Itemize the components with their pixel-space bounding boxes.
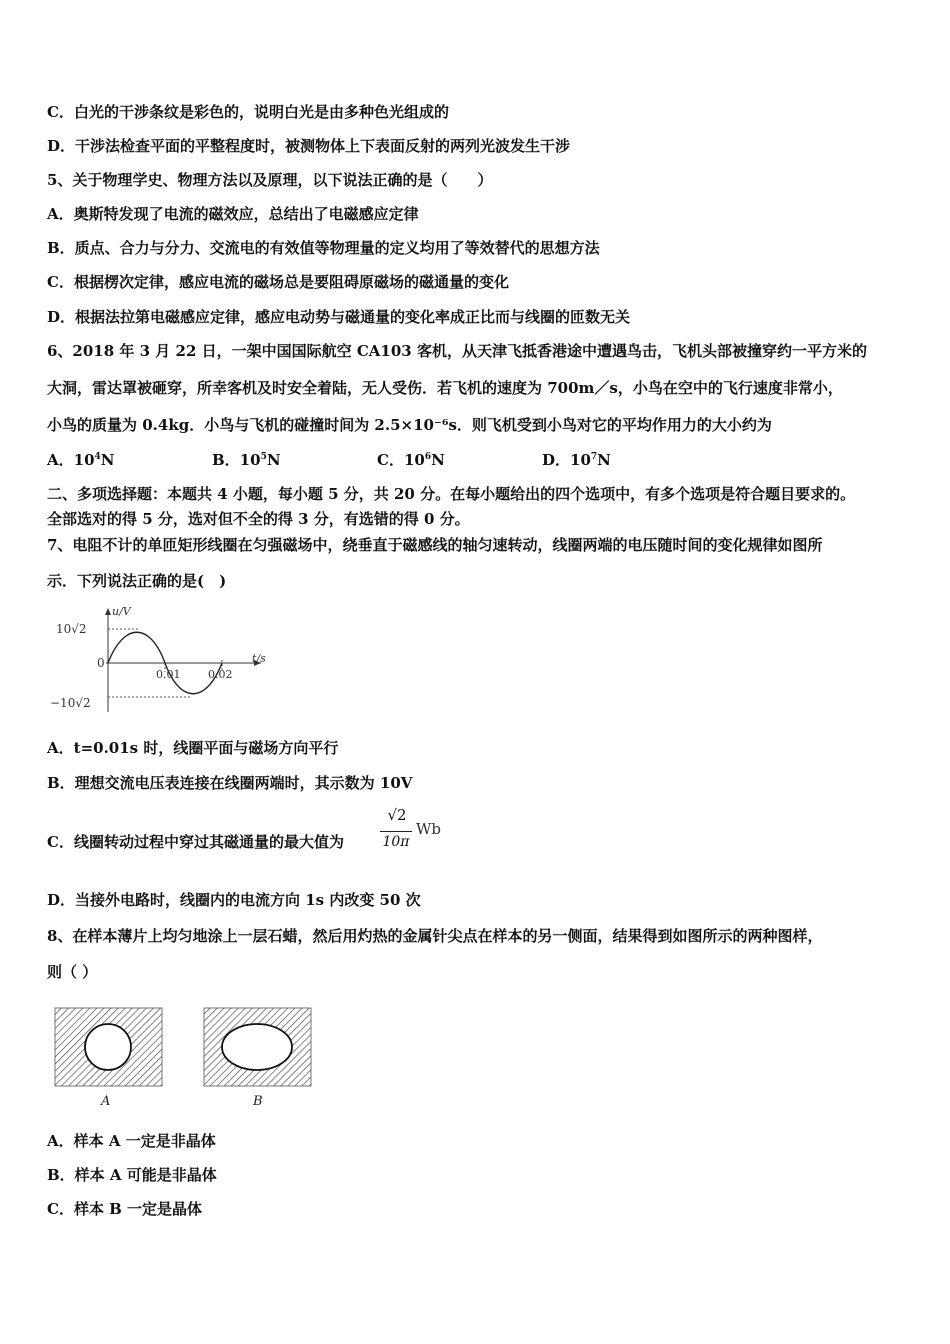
q6-stem-line3: 小鸟的质量为 0.4kg．小鸟与飞机的碰撞时间为 2.5×10⁻⁶s．则飞机受到小鸟对它的平均作用力的大小约为 [47, 416, 772, 434]
q7-option-b: B．理想交流电压表连接在线圈两端时，其示数为 10V [47, 774, 413, 792]
q8-option-a: A．样本 A 一定是非晶体 [47, 1132, 216, 1150]
q5-option-c: C．根据楞次定律，感应电流的磁场总是要阻碍原磁场的磁通量的变化 [47, 273, 509, 291]
graph-tick2-label: 0.02 [208, 668, 233, 681]
sample-a-melt-circle [85, 1024, 131, 1070]
q6-option-d: D．$10^7N$ [542, 451, 611, 469]
q6-option-b: B．$10^5N$ [212, 451, 281, 469]
q4-option-c: C．白光的干涉条纹是彩色的，说明白光是由多种色光组成的 [47, 103, 449, 121]
q5-option-d: D．根据法拉第电磁感应定律，感应电动势与磁通量的变化率成正比而与线圈的匝数无关 [47, 308, 631, 326]
section2-header-line2: 全部选对的得 5 分，选对但不全的得 3 分，有选错的得 0 分。 [47, 510, 470, 528]
q5-option-b: B．质点、合力与分力、交流电的有效值等物理量的定义均用了等效替代的思想方法 [47, 239, 600, 257]
q8-option-b: B．样本 A 可能是非晶体 [47, 1166, 217, 1184]
q8-stem-line1: 8、在样本薄片上均匀地涂上一层石蜡，然后用灼热的金属针尖点在样本的另一侧面，结果得到如图所示的两种图样， [47, 927, 823, 945]
q8-stem-line2: 则（ ） [47, 963, 98, 981]
voltage-time-graph [46, 600, 276, 718]
sample-b-melt-ellipse [222, 1024, 292, 1070]
graph-origin-label: 0 [97, 656, 105, 670]
graph-tick1-label: 0.01 [156, 668, 181, 681]
q6-stem-line1: 6、2018 年 3 月 22 日，一架中国国际航空 CA103 客机，从天津飞抵香港途中遭遇鸟击，飞机头部被撞穿约一平方米的 [47, 342, 867, 360]
q7-option-d: D．当接外电路时，线圈内的电流方向 1s 内改变 50 次 [47, 891, 421, 909]
sample-b-label: B [253, 1094, 263, 1109]
graph-t-label: t/s [252, 652, 266, 665]
graph-min-label: −10√2 [50, 696, 91, 710]
sample-patterns-figure [50, 1005, 320, 1110]
fraction-unit: Wb [416, 820, 442, 838]
fraction-denominator: 10π [382, 834, 410, 850]
q6-option-a: A．$10^4N$ [47, 451, 115, 469]
graph-u-label: u/V [112, 605, 131, 618]
sample-a-label: A [101, 1094, 111, 1109]
graph-max-label: 10√2 [56, 622, 87, 636]
q5-option-a: A．奥斯特发现了电流的磁效应，总结出了电磁感应定律 [47, 205, 419, 223]
fraction-numerator: √2 [387, 806, 407, 824]
q6-option-c: C．$10^6N$ [377, 451, 445, 469]
q7c-flux-fraction [378, 806, 450, 858]
section2-header-line1: 二、多项选择题：本题共 4 小题，每小题 5 分，共 20 分。在每小题给出的四个选项中，有多个选项是符合题目要求的。 [47, 485, 856, 503]
q7-option-a: A．t=0.01s 时，线圈平面与磁场方向平行 [47, 739, 339, 757]
q7-option-c: C．线圈转动过程中穿过其磁通量的最大值为 [47, 833, 344, 851]
q6-stem-line2: 大洞，雷达罩被砸穿，所幸客机及时安全着陆，无人受伤．若飞机的速度为 700m／s，小鸟在空中的飞行速度非常小， [47, 379, 843, 397]
fraction-bar [380, 831, 412, 832]
q5-stem: 5、关于物理学史、物理方法以及原理，以下说法正确的是（ ） [47, 171, 493, 189]
q4-option-d: D．干涉法检查平面的平整程度时，被测物体上下表面反射的两列光波发生干涉 [47, 137, 571, 155]
q7-stem-line1: 7、电阻不计的单匝矩形线圈在匀强磁场中，绕垂直于磁感线的轴匀速转动，线圈两端的电压随时间的变化规律如图所 [47, 536, 823, 554]
q7-stem-line2: 示．下列说法正确的是( ) [47, 572, 227, 590]
graph-u-arrow [105, 608, 111, 615]
q8-option-c: C．样本 B 一定是晶体 [47, 1200, 203, 1218]
